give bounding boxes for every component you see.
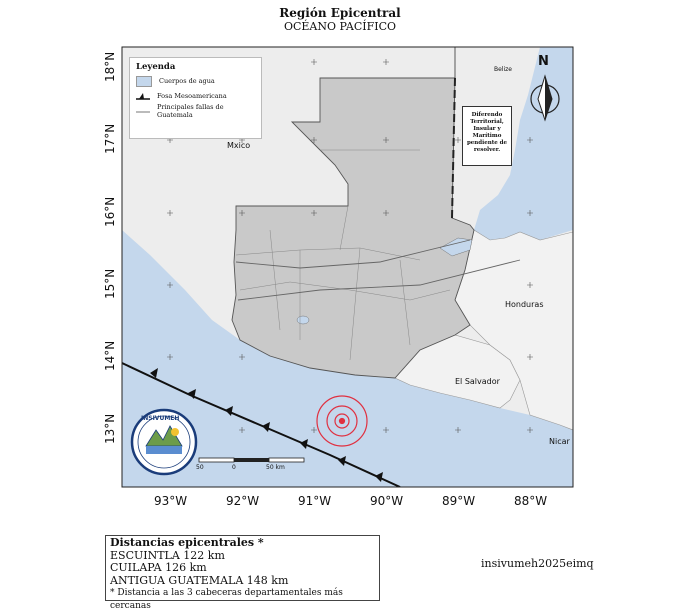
compass-north-label: N xyxy=(538,54,549,69)
legend-title: Leyenda xyxy=(136,62,176,72)
legend-label-water: Cuerpos de agua xyxy=(159,77,215,85)
legend-label-faults: Principales fallas de Guatemala xyxy=(157,103,224,119)
distance-item: ANTIGUA GUATEMALA 148 km xyxy=(110,573,289,587)
legend-item-faults xyxy=(136,105,261,117)
scale-label-zero: 0 xyxy=(232,464,236,471)
fault-line-icon xyxy=(136,107,150,116)
map-legend xyxy=(129,57,262,139)
scale-label-right: 50 km xyxy=(266,464,285,471)
distance-item: ESCUINTLA 122 km xyxy=(110,548,225,562)
lat-label-18: 18°N xyxy=(103,51,117,82)
water-swatch xyxy=(136,76,152,87)
distances-note: * Distancia a las 3 cabeceras departamentales más cercanas xyxy=(110,588,343,611)
dispute-note: Diferendo Territorial, Insular y Marítimo pendiente de resolver. xyxy=(462,106,512,166)
lat-label-15: 15°N xyxy=(103,268,117,299)
scale-bar xyxy=(199,458,304,462)
lat-label-14: 14°N xyxy=(103,340,117,371)
event-code: insivumeh2025eimq xyxy=(481,557,594,570)
country-label-el-salvador: El Salvador xyxy=(455,377,500,386)
lon-label-89: 89°W xyxy=(442,494,476,508)
trench-icon xyxy=(136,92,150,101)
lon-label-88: 88°W xyxy=(514,494,548,508)
lat-label-17: 17°N xyxy=(103,123,117,154)
country-label-honduras: Honduras xyxy=(505,300,544,309)
country-label-nicaragua: Nicar xyxy=(549,437,570,446)
lon-label-92: 92°W xyxy=(226,494,260,508)
lake-atitlan xyxy=(297,316,309,324)
distance-item: CUILAPA 126 km xyxy=(110,561,207,574)
lat-label-16: 16°N xyxy=(103,196,117,227)
scale-label-left: 50 xyxy=(196,464,204,471)
country-label-belize: Belize xyxy=(494,66,512,73)
legend-label-trench: Fosa Mesoamericana xyxy=(157,92,227,100)
lon-label-91: 91°W xyxy=(298,494,332,508)
distances-header: Distancias epicentrales * xyxy=(110,536,264,549)
lon-label-90: 90°W xyxy=(370,494,404,508)
country-label-mexico: Mxico xyxy=(227,141,251,150)
map-title: Región Epicentral xyxy=(279,6,401,20)
map-subtitle: OCÉANO PACÍFICO xyxy=(283,20,397,33)
logo-text: INSIVUMEH xyxy=(141,415,180,422)
distances-box xyxy=(105,535,380,611)
legend-item-trench xyxy=(136,90,261,102)
lat-label-13: 13°N xyxy=(103,413,117,444)
legend-item-water xyxy=(136,75,261,87)
lon-label-93: 93°W xyxy=(154,494,188,508)
